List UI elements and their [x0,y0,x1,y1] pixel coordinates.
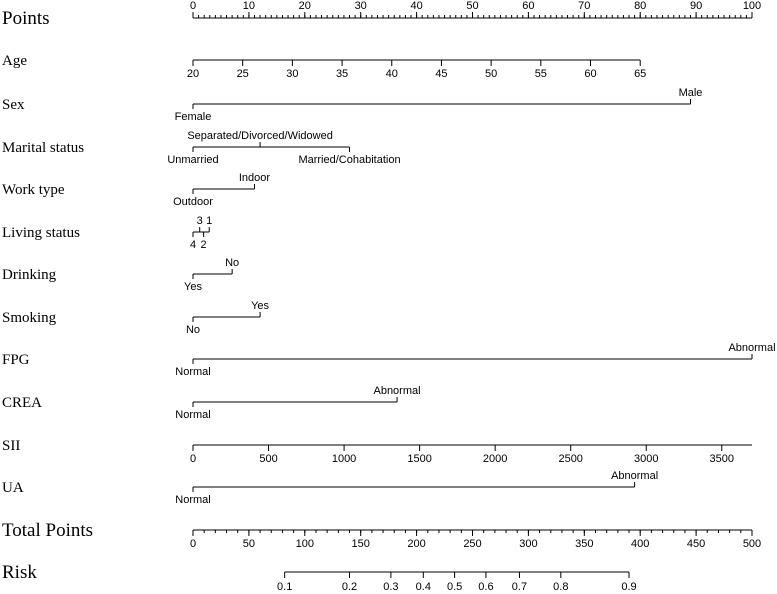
level-label: 1 [206,215,213,227]
tick-label: 150 [351,538,370,550]
row-label: Total Points [2,520,94,541]
level-label: Unmarried [167,154,219,166]
tick-label: 90 [689,0,703,12]
tick-label: 80 [634,0,647,12]
tick-label: 350 [575,538,594,550]
tick-label: 35 [335,68,349,80]
risk-tick-label: 0.6 [478,581,494,593]
level-label: Normal [175,366,211,378]
risk-tick-label: 0.8 [553,581,569,593]
tick-label: 200 [407,538,426,550]
row-label: Smoking [2,310,57,326]
row-label: UA [2,480,24,496]
level-label: Male [678,87,703,99]
level-label: Outdoor [173,196,213,208]
row-label: Age [2,53,27,69]
row-label: FPG [2,352,30,368]
risk-tick-label: 0.9 [621,581,637,593]
tick-label: 3500 [709,453,735,465]
level-label: Yes [251,300,270,312]
level-label: Separated/Divorced/Widowed [187,130,333,142]
tick-label: 450 [686,538,706,550]
tick-label: 40 [385,68,398,80]
tick-label: 1500 [407,453,432,465]
tick-label: 30 [354,0,367,12]
tick-label: 20 [186,68,200,80]
tick-label: 1000 [331,453,357,465]
level-label: Abnormal [611,470,659,482]
row-label: Work type [2,182,65,198]
row-label: Sex [2,97,25,113]
tick-label: 100 [295,538,314,550]
tick-label: 500 [742,538,762,550]
tick-label: 3000 [634,453,659,465]
level-label: No [225,257,240,269]
tick-label: 250 [463,538,482,550]
risk-tick-label: 0.5 [446,581,463,593]
tick-label: 65 [634,68,647,80]
level-label: Indoor [238,172,271,184]
tick-label: 55 [534,68,547,80]
level-label: Abnormal [728,342,776,354]
row-label: Living status [2,225,80,241]
tick-label: 50 [466,0,479,12]
tick-label: 300 [519,538,538,550]
tick-label: 0 [189,538,197,550]
tick-label: 2000 [482,453,508,465]
tick-label: 400 [631,538,650,550]
row-label: SII [2,438,21,454]
row-label: CREA [2,395,43,411]
tick-label: 20 [298,0,311,12]
level-label: 2 [200,239,207,251]
tick-label: 2500 [558,453,583,465]
tick-label: 70 [578,0,591,12]
row-label: Risk [2,562,37,583]
level-label: Yes [184,281,202,293]
risk-tick-label: 0.2 [341,581,358,593]
risk-tick-label: 0.1 [277,581,293,593]
level-label: Abnormal [373,385,421,397]
risk-tick-label: 0.3 [383,581,399,593]
tick-label: 40 [410,0,423,12]
tick-label: 25 [236,68,249,80]
tick-label: 100 [742,0,762,12]
tick-label: 0 [189,453,197,465]
risk-tick-label: 0.7 [511,581,528,593]
tick-label: 0 [189,0,197,12]
tick-label: 50 [242,538,256,550]
level-label: No [185,324,201,336]
row-label: Points [2,8,50,29]
tick-label: 50 [485,68,498,80]
level-label: Married/Cohabitation [298,154,401,166]
risk-tick-label: 0.4 [415,581,431,593]
tick-label: 60 [584,68,597,80]
tick-label: 10 [242,0,256,12]
tick-label: 45 [435,68,448,80]
level-label: 4 [189,239,197,251]
level-label: 3 [196,215,203,227]
level-label: Normal [175,494,211,506]
tick-label: 30 [286,68,299,80]
row-label: Marital status [2,140,85,156]
level-label: Normal [175,409,211,421]
tick-label: 60 [522,0,535,12]
level-label: Female [174,111,212,123]
row-label: Drinking [2,267,57,283]
tick-label: 500 [259,453,278,465]
